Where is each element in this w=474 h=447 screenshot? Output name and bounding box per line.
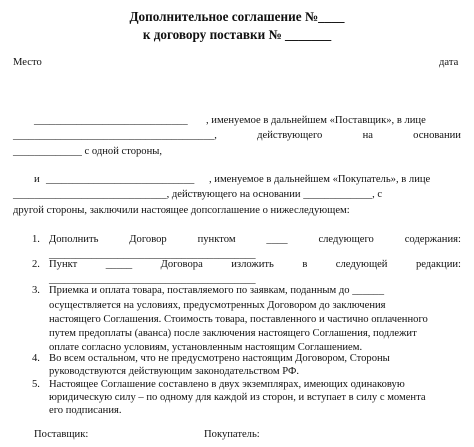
item-3-line: оплате согласно условиям, установленным настоящим Соглашением. — [49, 342, 363, 353]
item-2-blank-line: _______________________________________ — [49, 274, 256, 285]
supplier-line2-w1: действующего — [257, 130, 323, 141]
item-1-word: Договор — [129, 234, 167, 245]
supplier-rep-blank: ______________________________________, — [13, 130, 217, 141]
item-1-number: 1. — [32, 234, 40, 245]
item-4-line: Во всем остальном, что не предусмотрено настоящим Договором, Стороны — [49, 353, 390, 364]
item-1-word: следующего — [318, 234, 374, 245]
buyer-line3: другой стороны, заключили настоящее допсоглашение о нижеследующем: — [13, 205, 350, 216]
item-1-blank-line: _______________________________________ — [49, 249, 256, 260]
item-1-line1 — [49, 234, 461, 245]
item-2-word: в — [302, 259, 308, 270]
supplier-line1-text: , именуемое в дальнейшем «Поставщик», в лице — [206, 115, 426, 126]
buyer-name-blank: ____________________________ — [46, 174, 195, 185]
item-5-number: 5. — [32, 379, 40, 390]
supplier-signature-label: Поставщик: — [34, 429, 89, 440]
supplier-line2-w3: основании — [413, 130, 461, 141]
item-5-line: Настоящее Соглашение составлено в двух экземплярах, имеющих одинаковую — [49, 379, 405, 390]
supplier-line2 — [13, 130, 461, 141]
buyer-line2: _____________________________, действующего на основании _____________, с — [13, 189, 383, 200]
buyer-line1-text: , именуемое в дальнейшем «Покупатель», в лице — [209, 174, 431, 185]
item-3-line: осуществляется на условиях, предусмотренных Договором до заключения — [49, 300, 386, 311]
item-2-word: _____ — [105, 259, 133, 270]
item-1-word: содержания: — [404, 234, 461, 245]
item-2-word: следующей — [335, 259, 388, 270]
buyer-prefix: и — [34, 174, 40, 185]
item-1-word: Дополнить — [49, 234, 99, 245]
item-3-line: Приемка и оплата товара, поставляемого по заявкам, поданным до ______ — [49, 285, 385, 296]
supplier-line2-w2: на — [362, 130, 373, 141]
item-3-line: настоящего Соглашения. Стоимость товара, поставленного и частично оплаченного — [49, 314, 428, 325]
item-1-word: пунктом — [197, 234, 236, 245]
item-2-word: Договора — [160, 259, 203, 270]
item-5-line: его подписания. — [49, 405, 122, 416]
item-2-word: Пункт — [49, 259, 78, 270]
item-2-number: 2. — [32, 259, 40, 270]
item-3-line: путем предоплаты (аванса) после заключения настоящего Соглашения, подлежит — [49, 328, 417, 339]
supplier-name-blank: _____________________________ — [34, 115, 188, 126]
item-2-line1 — [49, 259, 461, 270]
document-title-line2: к договору поставки № _______ — [142, 27, 332, 42]
item-5-line: юридическую силу – по одному для каждой из сторон, и вступает в силу с момента — [49, 392, 426, 403]
document-title-line1: Дополнительное соглашение №____ — [129, 9, 345, 24]
buyer-signature-label: Покупатель: — [204, 429, 260, 440]
place-label: Место — [13, 57, 42, 68]
item-4-number: 4. — [32, 353, 40, 364]
item-3-number: 3. — [32, 285, 40, 296]
item-4-line: руководствуются действующим законодательством РФ. — [49, 366, 299, 377]
supplier-line3: _____________ с одной стороны, — [13, 146, 163, 157]
item-2-word: изложить — [231, 259, 274, 270]
item-1-word: ____ — [266, 234, 288, 245]
date-label: дата — [439, 57, 459, 68]
item-2-word: редакции: — [415, 259, 461, 270]
